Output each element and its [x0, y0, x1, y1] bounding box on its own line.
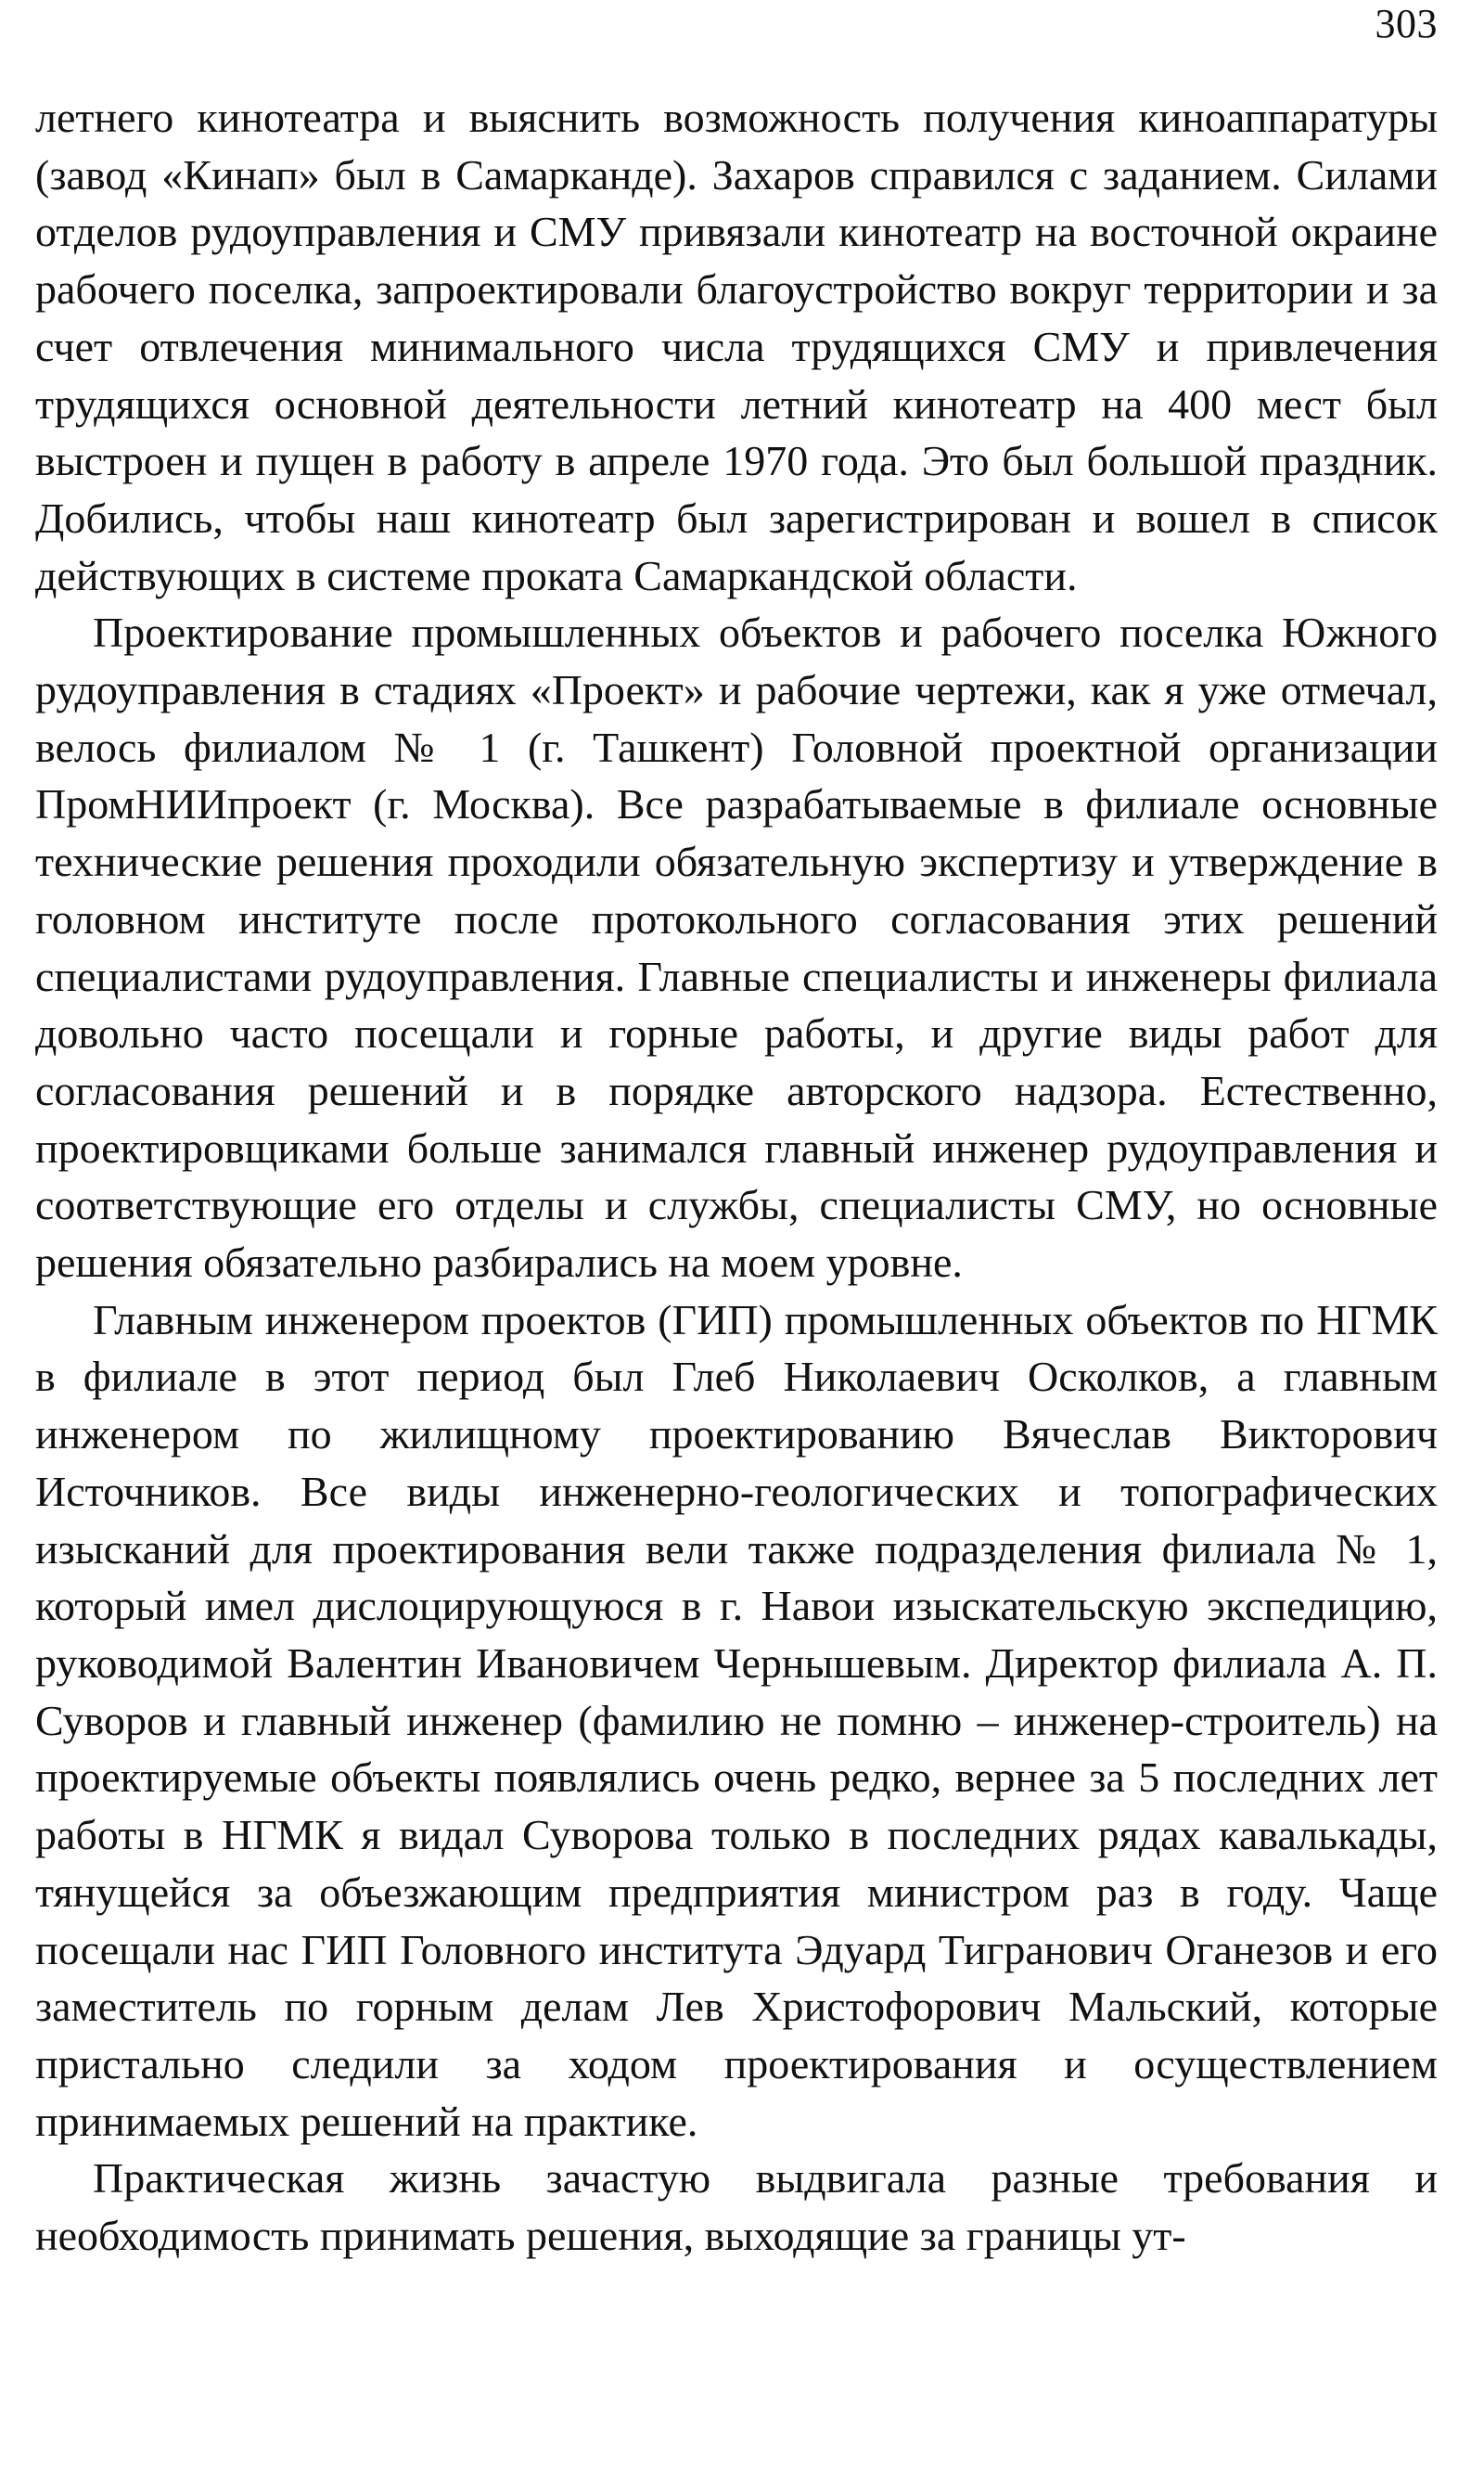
paragraph-2: Проектирование промышленных объектов и рабочего поселка Южного рудоуправления в стадиях «Проект» и рабочие чертежи, как я уже отмечал, велось филиалом № 1 (г. Ташкент) Головной проектной организации ПромНИИпроект (г. Москва). Все разрабатываемые в филиале основные технические решения проходили обязательную экспертизу и утверждение в головном институте после протокольного согласования этих решений специалистами рудоуправления. Главные специалисты и инженеры филиала довольно часто посещали и горные работы, и другие виды работ для согласования решений и в порядке авторского надзора. Естественно, проектировщиками больше занимался главный инженер рудоуправления и соответствующие его отделы и службы, специалисты СМУ, но основные решения обязательно разбирались на моем уровне. — [35, 609, 1438, 1287]
paragraph-4: Практическая жизнь зачастую выдвигала разные требования и необходимость принимать решения, выходящие за границы ут- — [35, 2154, 1438, 2260]
paragraph-3: Главным инженером проектов (ГИП) промышленных объектов по НГМК в филиале в этот период был Глеб Николаевич Осколков, а главным инженером по жилищному проектированию Вячеслав Викторович Источников. Все виды инженерно-геологических и топографических изысканий для проектирования вели также подразделения филиала № 1, который имел дислоцирующуюся в г. Навои изыскательскую экспедицию, руководимой Валентин Ивановичем Чернышевым. Директор филиала А. П. Суворов и главный инженер (фамилию не помню – инженер-строитель) на проектируемые объекты появлялись очень редко, вернее за 5 последних лет работы в НГМК я видал Суворова только в последних рядах кавалькады, тянущейся за объезжающим предприятия министром раз в году. Чаще посещали нас ГИП Головного института Эдуард Тигранович Оганезов и его заместитель по горным делам Лев Христофорович Мальский, которые пристально следили за ходом проектирования и осуществлением принимаемых решений на практике. — [35, 1295, 1438, 2145]
paragraph-1: летнего кинотеатра и выяснить возможность получения киноаппаратуры (завод «Кинап» был в Самарканде). Захаров справился с заданием. Силами отделов рудоуправления и СМУ привязали кинотеатр на восточной окраине рабочего поселка, запроектировали благоустройство вокруг территории и за счет отвлечения минимального числа трудящихся СМУ и привлечения трудящихся основной деятельности летний кинотеатр на 400 мест был выстроен и пущен в работу в апреле 1970 года. Это был большой праздник. Добились, чтобы наш кинотеатр был зарегистрирован и вошел в список действующих в системе проката Самаркандской области. — [35, 94, 1438, 599]
body-text — [35, 89, 1438, 2265]
page-number: 303 — [1375, 1, 1438, 46]
